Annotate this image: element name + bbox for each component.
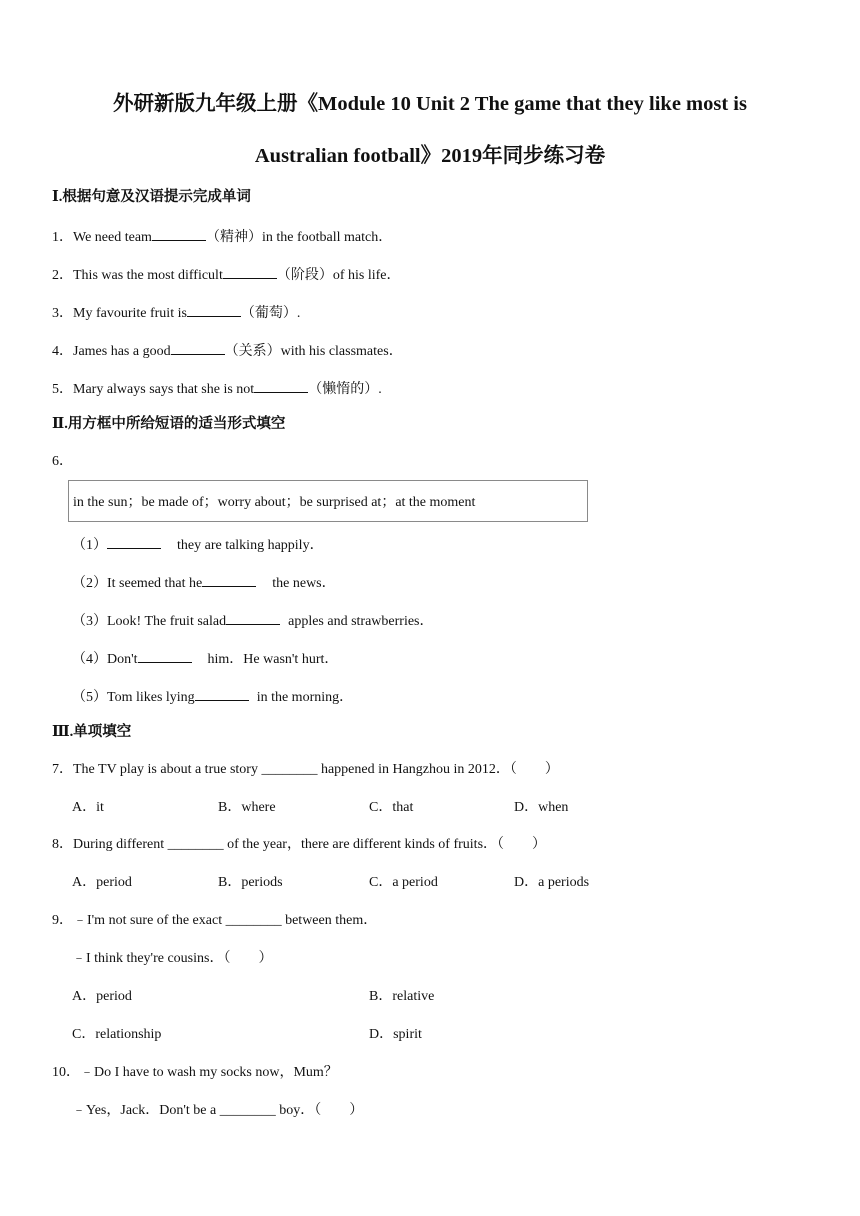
question-text: in the morning． [256, 690, 354, 705]
question-text: in the football match． [261, 230, 393, 245]
question-3 [52, 304, 300, 321]
subquestion-number: （2） [72, 576, 107, 591]
question-text: Mary always says that she is not [73, 382, 255, 397]
question-text: they are talking happily． [177, 538, 324, 553]
answer-blank[interactable] [187, 304, 241, 317]
phrase-box [68, 480, 588, 522]
section-2-heading: Ⅱ.用方框中所给短语的适当形式填空 [52, 416, 286, 432]
question-7-stem: 7．The TV play is about a true story ________ happened in Hangzhou in 2012．（ ） [52, 762, 559, 777]
chinese-hint: （葡萄） [240, 306, 297, 321]
q7-option-c[interactable]: C．that [369, 800, 414, 815]
answer-blank[interactable] [107, 536, 161, 549]
q8-option-b[interactable]: B．periods [218, 875, 283, 890]
page-title-line-2: Australian football》2019年同步练习卷 [254, 145, 606, 167]
subquestion-number: （4） [72, 652, 107, 667]
question-1 [52, 228, 392, 245]
section-3-heading: Ⅲ.单项填空 [52, 724, 132, 740]
question-text: James has a good [73, 344, 171, 359]
answer-blank[interactable] [195, 688, 249, 701]
question-number: 5． [52, 382, 73, 397]
question-text: him．He wasn't hurt． [207, 652, 339, 667]
question-text: We need team [73, 230, 152, 245]
question-8-stem: 8．During different ________ of the year，there are different kinds of fruits．（ ） [52, 837, 547, 852]
subquestion-5 [72, 688, 353, 705]
question-text: the news． [272, 576, 336, 591]
q7-option-b[interactable]: B．where [218, 800, 276, 815]
page-title-line-1: 外研新版九年级上册《Module 10 Unit 2 The game that they like most is [113, 93, 747, 115]
q8-option-d[interactable]: D．a periods [514, 875, 590, 890]
question-10-stem-2: ﹣Yes，Jack．Don't be a ________ boy．（ ） [72, 1103, 364, 1118]
question-text: with his classmates． [280, 344, 403, 359]
question-2 [52, 266, 401, 283]
chinese-hint: （阶段） [276, 268, 333, 283]
answer-blank[interactable] [138, 650, 192, 663]
chinese-hint: （关系） [224, 344, 281, 359]
question-text: . [296, 306, 301, 321]
question-text: Look! The fruit salad [107, 614, 227, 629]
chinese-hint: （精神） [205, 230, 262, 245]
question-text: It seemed that he [107, 576, 203, 591]
question-text: This was the most difficult [73, 268, 223, 283]
question-number: 1． [52, 230, 73, 245]
question-5 [52, 380, 382, 397]
question-text: My favourite fruit is [73, 306, 187, 321]
answer-blank[interactable] [202, 574, 256, 587]
question-6-number: 6． [52, 454, 73, 469]
subquestion-3 [72, 612, 434, 629]
q7-option-d[interactable]: D．when [514, 800, 569, 815]
q8-option-a[interactable]: A．period [72, 875, 132, 890]
question-number: 2． [52, 268, 73, 283]
chinese-hint: （懒惰的） [308, 382, 379, 397]
question-text: apples and strawberries． [288, 614, 434, 629]
subquestion-4 [72, 650, 338, 667]
section-1-heading: Ⅰ.根据句意及汉语提示完成单词 [52, 189, 251, 205]
q8-option-c[interactable]: C．a period [369, 875, 438, 890]
question-text: Don't [107, 652, 138, 667]
question-9-stem-2: ﹣I think they're cousins．（ ） [72, 951, 273, 966]
q7-option-a[interactable]: A．it [72, 800, 104, 815]
answer-blank[interactable] [223, 266, 277, 279]
answer-blank[interactable] [254, 380, 308, 393]
answer-blank[interactable] [152, 228, 206, 241]
answer-blank[interactable] [226, 612, 280, 625]
question-number: 3． [52, 306, 73, 321]
question-number: 4． [52, 344, 73, 359]
question-text: of his life． [332, 268, 401, 283]
subquestion-number: （1） [72, 538, 107, 553]
subquestion-2 [72, 574, 336, 591]
subquestion-number: （3） [72, 614, 107, 629]
q9-option-c[interactable]: C．relationship [72, 1027, 162, 1042]
question-9-stem: 9．﹣I'm not sure of the exact ________ between them． [52, 913, 378, 928]
subquestion-1 [72, 536, 324, 553]
phrase-box-text: in the sun；be made of；worry about；be surprised at；at the moment [73, 495, 476, 510]
subquestion-number: （5） [72, 690, 107, 705]
q9-option-d[interactable]: D．spirit [369, 1027, 422, 1042]
q9-option-a[interactable]: A．period [72, 989, 132, 1004]
q9-option-b[interactable]: B．relative [369, 989, 435, 1004]
question-10-stem: 10．﹣Do I have to wash my socks now，Mum？ [52, 1065, 338, 1080]
question-text: . [378, 382, 382, 397]
answer-blank[interactable] [171, 342, 225, 355]
question-4 [52, 342, 403, 359]
question-text: Tom likes lying [107, 690, 195, 705]
